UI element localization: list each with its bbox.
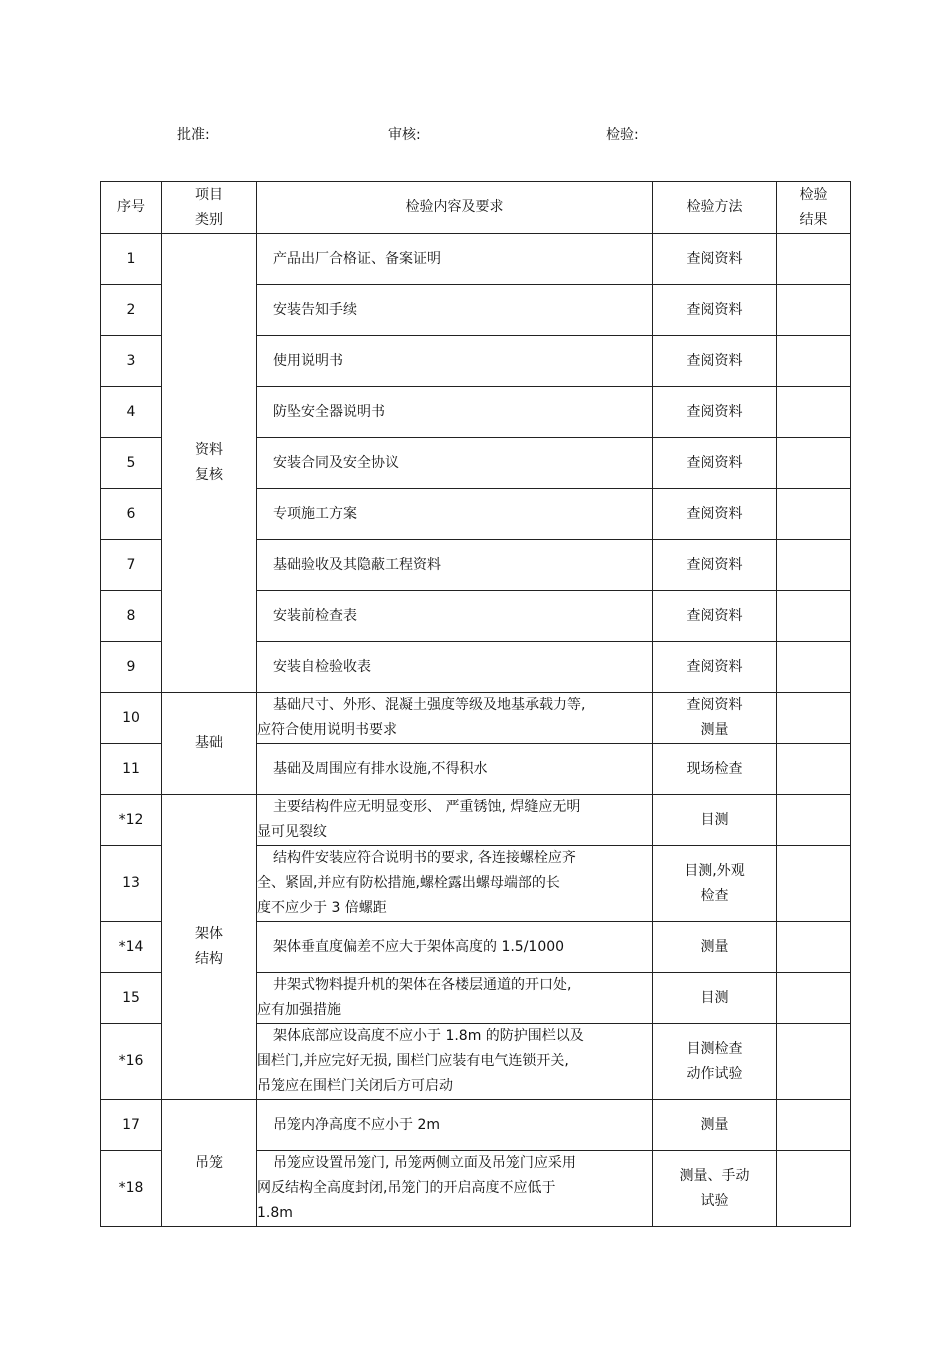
approve-label: 批准: xyxy=(177,127,210,143)
row-content: 防坠安全器说明书 xyxy=(257,387,653,438)
row-content: 基础验收及其隐蔽工程资料 xyxy=(257,540,653,591)
row-method: 查阅资料 测量 xyxy=(653,693,777,744)
category-cage: 吊笼 xyxy=(162,1100,257,1227)
row-result[interactable] xyxy=(777,846,851,922)
row-content: 产品出厂合格证、备案证明 xyxy=(257,234,653,285)
row-method: 查阅资料 xyxy=(653,642,777,693)
review-label: 审核: xyxy=(388,127,421,143)
row-content: 使用说明书 xyxy=(257,336,653,387)
row-content: 基础及周围应有排水设施,不得积水 xyxy=(257,744,653,795)
row-no: 4 xyxy=(101,387,162,438)
row-result[interactable] xyxy=(777,285,851,336)
row-content: 结构件安装应符合说明书的要求, 各连接螺栓应齐 全、紧固,并应有防松措施,螺栓露出螺母端部的长 度不应少于 3 倍螺距 xyxy=(257,846,653,922)
header-content: 检验内容及要求 xyxy=(257,182,653,234)
row-content: 安装合同及安全协议 xyxy=(257,438,653,489)
row-result[interactable] xyxy=(777,922,851,973)
row-content: 吊笼应设置吊笼门, 吊笼两侧立面及吊笼门应采用 网反结构全高度封闭,吊笼门的开启高度不应低于 1.8m xyxy=(257,1151,653,1227)
row-result[interactable] xyxy=(777,489,851,540)
row-no: 13 xyxy=(101,846,162,922)
row-method: 查阅资料 xyxy=(653,438,777,489)
row-result[interactable] xyxy=(777,387,851,438)
row-content: 架体垂直度偏差不应大于架体高度的 1.5/1000 xyxy=(257,922,653,973)
row-content: 吊笼内净高度不应小于 2m xyxy=(257,1100,653,1151)
header-category: 项目 类别 xyxy=(162,182,257,234)
table-row xyxy=(101,1100,851,1151)
row-content: 安装前检查表 xyxy=(257,591,653,642)
row-no: 5 xyxy=(101,438,162,489)
header-row xyxy=(101,182,851,234)
row-result[interactable] xyxy=(777,795,851,846)
row-method: 现场检查 xyxy=(653,744,777,795)
inspect-label: 检验: xyxy=(606,127,639,143)
row-no: 10 xyxy=(101,693,162,744)
row-no: 17 xyxy=(101,1100,162,1151)
category-docs: 资料 复核 xyxy=(162,234,257,693)
category-frame: 架体 结构 xyxy=(162,795,257,1100)
row-content: 架体底部应设高度不应小于 1.8m 的防护围栏以及 围栏门,并应完好无损, 围栏门应装有电气连锁开关, 吊笼应在围栏门关闭后方可启动 xyxy=(257,1024,653,1100)
signature-row xyxy=(0,124,950,146)
row-result[interactable] xyxy=(777,1100,851,1151)
row-method: 查阅资料 xyxy=(653,387,777,438)
row-method: 目测 xyxy=(653,973,777,1024)
row-no: *18 xyxy=(101,1151,162,1227)
row-method: 查阅资料 xyxy=(653,540,777,591)
row-result[interactable] xyxy=(777,234,851,285)
row-result[interactable] xyxy=(777,336,851,387)
header-no: 序号 xyxy=(101,182,162,234)
row-result[interactable] xyxy=(777,1151,851,1227)
table-row xyxy=(101,693,851,744)
row-method: 查阅资料 xyxy=(653,234,777,285)
row-no: 2 xyxy=(101,285,162,336)
row-result[interactable] xyxy=(777,591,851,642)
header-result: 检验 结果 xyxy=(777,182,851,234)
row-method: 目测检查 动作试验 xyxy=(653,1024,777,1100)
row-method: 目测 xyxy=(653,795,777,846)
row-result[interactable] xyxy=(777,744,851,795)
row-no: *12 xyxy=(101,795,162,846)
row-result[interactable] xyxy=(777,438,851,489)
row-content: 安装自检验收表 xyxy=(257,642,653,693)
row-no: 6 xyxy=(101,489,162,540)
row-no: *14 xyxy=(101,922,162,973)
row-no: 9 xyxy=(101,642,162,693)
row-content: 专项施工方案 xyxy=(257,489,653,540)
row-result[interactable] xyxy=(777,973,851,1024)
header-method: 检验方法 xyxy=(653,182,777,234)
row-no: 11 xyxy=(101,744,162,795)
table-row xyxy=(101,234,851,285)
table-row xyxy=(101,795,851,846)
row-no: 3 xyxy=(101,336,162,387)
row-content: 主要结构件应无明显变形、 严重锈蚀, 焊缝应无明 显可见裂纹 xyxy=(257,795,653,846)
row-content: 基础尺寸、外形、混凝土强度等级及地基承载力等, 应符合使用说明书要求 xyxy=(257,693,653,744)
row-no: 8 xyxy=(101,591,162,642)
row-method: 查阅资料 xyxy=(653,489,777,540)
row-no: 1 xyxy=(101,234,162,285)
row-method: 测量 xyxy=(653,922,777,973)
row-result[interactable] xyxy=(777,1024,851,1100)
row-method: 测量 xyxy=(653,1100,777,1151)
row-method: 查阅资料 xyxy=(653,591,777,642)
row-no: *16 xyxy=(101,1024,162,1100)
row-no: 7 xyxy=(101,540,162,591)
row-no: 15 xyxy=(101,973,162,1024)
row-result[interactable] xyxy=(777,693,851,744)
row-result[interactable] xyxy=(777,540,851,591)
category-foundation: 基础 xyxy=(162,693,257,795)
inspection-table xyxy=(100,181,851,1227)
row-result[interactable] xyxy=(777,642,851,693)
row-content: 安装告知手续 xyxy=(257,285,653,336)
row-method: 查阅资料 xyxy=(653,336,777,387)
row-method: 查阅资料 xyxy=(653,285,777,336)
row-method: 测量、手动 试验 xyxy=(653,1151,777,1227)
row-method: 目测,外观 检查 xyxy=(653,846,777,922)
row-content: 井架式物料提升机的架体在各楼层通道的开口处, 应有加强措施 xyxy=(257,973,653,1024)
